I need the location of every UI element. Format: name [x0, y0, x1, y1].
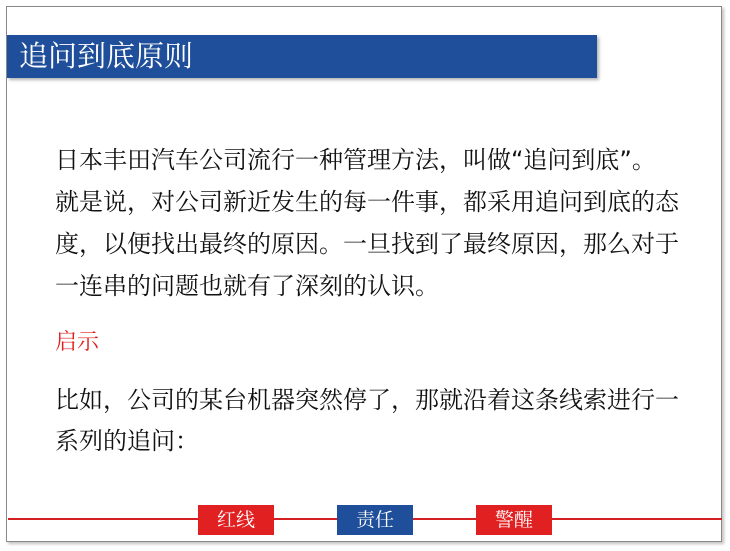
responsibility-button[interactable]: 责任: [337, 505, 413, 535]
alert-button[interactable]: 警醒: [476, 505, 552, 535]
red-line-button[interactable]: 红线: [198, 505, 274, 535]
title-bar: [7, 35, 597, 78]
hint-label: 启示: [55, 330, 100, 355]
example-line: 系列的追问：: [55, 427, 199, 455]
body-line: 度，以便找出最终的原因。一旦找到了最终原因，那么对于: [55, 230, 679, 258]
body-line: 日本丰田汽车公司流行一种管理方法，叫做“追问到底”。: [55, 146, 656, 174]
slide-title: 追问到底原则: [19, 39, 194, 73]
body-paragraph: [55, 139, 705, 307]
body-line: 就是说，对公司新近发生的每一件事，都采用追问到底的态: [55, 188, 679, 216]
example-paragraph: [55, 380, 705, 462]
body-line: 一连串的问题也就有了深刻的认识。: [55, 272, 439, 300]
example-line: 比如，公司的某台机器突然停了，那就沿着这条线索进行一: [55, 386, 679, 414]
